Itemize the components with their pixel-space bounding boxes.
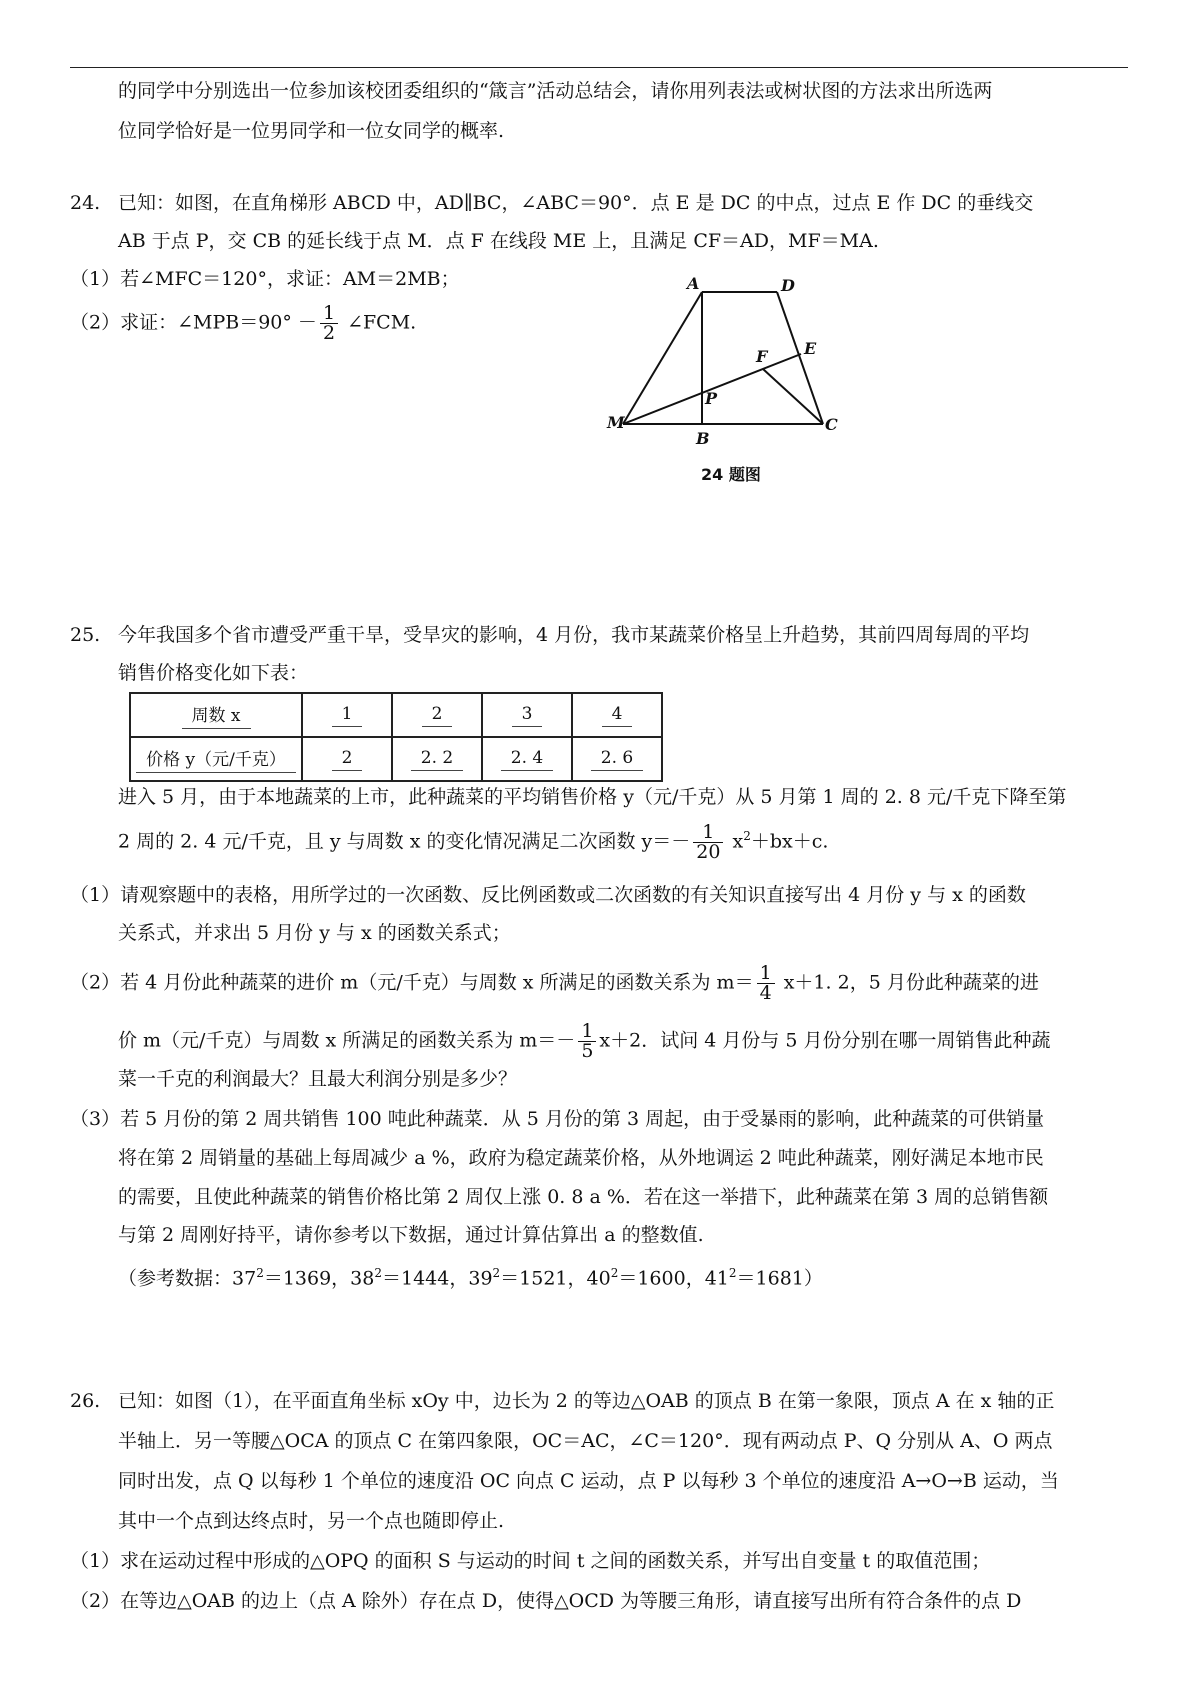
fraction-numerator: 1 (693, 823, 723, 843)
label-E: E (804, 339, 817, 358)
problem-25-text-line-2: 销售价格变化如下表： (118, 662, 309, 684)
problem-26-text-line-2: 半轴上．另一等腰△OCA 的顶点 C 在第四象限，OC＝AC，∠C＝120°．现有两动点 P、Q 分别从 A、O 两点 (118, 1430, 1053, 1452)
problem-26-question-2: （2）在等边△OAB 的边上（点 A 除外）存在点 D，使得△OCD 为等腰三角形，请直接写出所有符合条件的点 D (70, 1590, 1022, 1612)
table-row-header (130, 693, 662, 737)
problem-26-text-line-1: 已知：如图（1），在平面直角坐标 xOy 中，边长为 2 的等边△OAB 的顶点 B 在第一象限，顶点 A 在 x 轴的正 (118, 1390, 1055, 1412)
table-row-price (130, 737, 662, 781)
problem-25-question-3-line-1: （3）若 5 月份的第 2 周共销售 100 吨此种蔬菜．从 5 月份的第 3 周起，由于受暴雨的影响，此种蔬菜的可供销量 (70, 1108, 1045, 1130)
table-cell: 1 (302, 693, 392, 737)
problem-23-text-line-2: 位同学恰好是一位男同学和一位女同学的概率. (118, 120, 505, 142)
question-2-prefix: （2）求证：∠MPB＝90° － (70, 311, 317, 334)
reference-data-line: （参考数据：$37^2=1369$，$38^2=1444$，$39^2=1521$，$40^2=1600$，$41^2=1681$） (118, 1266, 823, 1290)
problem-24-question-2 (70, 304, 416, 343)
problem-26-text-line-3: 同时出发，点 Q 以每秒 1 个单位的速度沿 OC 向点 C 运动，点 P 以每秒 3 个单位的速度沿 A→O→B 运动，当 (118, 1470, 1059, 1492)
table-cell: 2. 6 (572, 737, 662, 781)
problem-25-text-line-3: 进入 5 月，由于本地蔬菜的上市，此种蔬菜的平均销售价格 y（元/千克）从 5 月第 1 周的 2. 8 元/千克下降至第 (118, 786, 1067, 808)
label-M: M (607, 413, 625, 432)
table-cell: 3 (482, 693, 572, 737)
problem-26-number: 26. (70, 1390, 101, 1412)
q2-line-2-suffix: x＋2．试问 4 月份与 5 月份分别在哪一周销售此种蔬 (599, 1029, 1051, 1052)
fraction-one-quarter (757, 964, 775, 1003)
problem-25-number: 25. (70, 624, 101, 646)
problem-26-question-1: （1）求在运动过程中形成的△OPQ 的面积 S 与运动的时间 t 之间的函数关系，并写出自变量 t 的取值范围； (70, 1550, 991, 1572)
fraction-denominator: 4 (759, 982, 772, 1004)
q2-line-1-prefix: （2）若 4 月份此种蔬菜的进价 m（元/千克）与周数 x 所满足的函数关系为 m＝ (70, 971, 754, 994)
problem-25-question-2-line-1 (70, 964, 1039, 1003)
fraction-denominator: 5 (581, 1040, 594, 1062)
problem-25-text-line-1: 今年我国多个省市遭受严重干旱，受旱灾的影响，4 月份，我市某蔬菜价格呈上升趋势，其前四周每周的平均 (118, 624, 1030, 646)
fraction-one-half (320, 304, 338, 343)
table-cell: 4 (572, 693, 662, 737)
problem-24-text-line-2: AB 于点 P，交 CB 的延长线于点 M．点 F 在线段 ME 上，且满足 CF＝AD，MF＝MA. (118, 230, 879, 252)
problem-25-question-3-line-4: 与第 2 周刚好持平，请你参考以下数据，通过计算估算出 a 的整数值. (118, 1224, 704, 1246)
label-B: B (696, 429, 710, 448)
problem-25-question-3-line-2: 将在第 2 周销量的基础上每周减少 a %，政府为稳定蔬菜价格，从外地调运 2 吨此种蔬菜，刚好满足本地市民 (118, 1147, 1044, 1169)
problem-25-question-2-line-3: 菜一千克的利润最大？且最大利润分别是多少？ (118, 1068, 518, 1090)
fraction-one-fifth (578, 1022, 596, 1061)
table-cell: 2 (392, 693, 482, 737)
fraction-one-twentieth (693, 823, 723, 862)
line-4-prefix: 2 周的 2. 4 元/千克，且 y 与周数 x 的变化情况满足二次函数 y＝－ (118, 830, 691, 853)
table-cell: 价格 y（元/千克） (130, 737, 302, 781)
fraction-denominator: 20 (696, 841, 721, 863)
fraction-denominator: 2 (322, 322, 336, 344)
problem-25-text-line-4 (118, 823, 828, 862)
label-P: P (705, 389, 718, 408)
q2-line-2-prefix: 价 m（元/千克）与周数 x 所满足的函数关系为 m＝－ (118, 1029, 576, 1052)
problem-24-number: 24. (70, 192, 101, 214)
problem-24-question-1: （1）若∠MFC＝120°，求证：AM＝2MB； (70, 268, 460, 290)
question-2-suffix: ∠FCM. (347, 311, 417, 334)
table-cell: 2 (302, 737, 392, 781)
segment-ma (623, 292, 702, 424)
problem-25-question-1-line-1: （1）请观察题中的表格，用所学过的一次函数、反比例函数或二次函数的有关知识直接写出 4 月份 y 与 x 的函数 (70, 884, 1026, 906)
label-F: F (756, 347, 768, 366)
q2-line-1-suffix: x＋1. 2，5 月份此种蔬菜的进 (783, 971, 1039, 994)
problem-25-question-3-line-3: 的需要，且使此种蔬菜的销售价格比第 2 周仅上涨 0. 8 a %．若在这一举措下，此种蔬菜在第 3 周的总销售额 (118, 1186, 1049, 1208)
fraction-numerator: 1 (320, 304, 338, 324)
table-cell: 2. 2 (392, 737, 482, 781)
problem-25-question-1-line-2: 关系式，并求出 5 月份 y 与 x 的函数关系式； (118, 922, 511, 944)
problem-25-question-2-line-2 (118, 1022, 1051, 1061)
problem-24-text-line-1: 已知：如图，在直角梯形 ABCD 中，AD∥BC，∠ABC＝90°．点 E 是 DC 的中点，过点 E 作 DC 的垂线交 (118, 192, 1034, 214)
fraction-numerator: 1 (757, 964, 775, 984)
price-table (129, 692, 663, 782)
label-D: D (781, 276, 795, 295)
fraction-numerator: 1 (578, 1022, 596, 1042)
problem-23-text-line-1: 的同学中分别选出一位参加该校团委组织的“箴言”活动总结会，请你用列表法或树状图的方法求出所选两 (118, 80, 993, 102)
label-C: C (825, 415, 838, 434)
exponent: 2 (743, 829, 751, 844)
problem-26-text-line-4: 其中一个点到达终点时，另一个点也随即停止. (118, 1510, 505, 1532)
table-cell: 2. 4 (482, 737, 572, 781)
line-4-tail: ＋bx＋c. (750, 830, 829, 853)
table-cell: 周数 x (130, 693, 302, 737)
figure-caption: 24 题图 (701, 465, 761, 484)
line-4-variable: x (732, 830, 744, 853)
label-A: A (687, 274, 700, 293)
header-rule (70, 67, 1128, 68)
trapezoid-figure (607, 274, 915, 492)
